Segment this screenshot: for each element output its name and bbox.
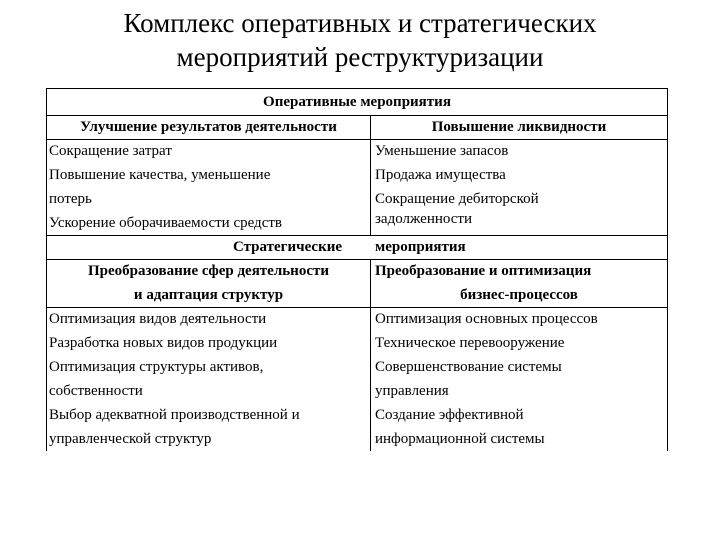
operational-right-header: Повышение ликвидности — [431, 119, 607, 135]
operational-right-line: Сокращение дебиторской — [375, 191, 539, 207]
strategic-left-line: управленческой структур — [49, 431, 212, 447]
operational-left-line: потерь — [49, 191, 92, 207]
operational-heading: Оперативные мероприятия — [263, 94, 451, 110]
strategic-right-header-line-1: Преобразование и оптимизация — [375, 263, 592, 279]
strategic-right-line: Создание эффективной — [375, 407, 524, 423]
strategic-right-line: Оптимизация основных процессов — [375, 311, 598, 327]
operational-right-line: Продажа имущества — [375, 167, 506, 183]
operational-right-line: задолженности — [375, 211, 472, 227]
operational-left-header: Улучшение результатов деятельности — [80, 119, 337, 135]
strategic-right-line: Совершенствование системы — [375, 359, 562, 375]
table-rule — [47, 235, 667, 236]
strategic-right-line: управления — [375, 383, 449, 399]
strategic-heading-left: Стратегические — [233, 239, 343, 255]
strategic-left-line: собственности — [49, 383, 143, 399]
operational-left-line: Ускорение оборачиваемости средств — [49, 215, 282, 231]
strategic-heading-right: мероприятия — [375, 239, 466, 255]
strategic-right-line: информационной системы — [375, 431, 545, 447]
operational-left-line: Сокращение затрат — [49, 143, 172, 159]
title-line-1: Комплекс оперативных и стратегических — [123, 8, 597, 38]
operational-left-line: Повышение качества, уменьшение — [49, 167, 271, 183]
strategic-left-line: Выбор адекватной производственной и — [49, 407, 300, 423]
strategic-left-line: Оптимизация видов деятельности — [49, 311, 267, 327]
strategic-right-line: Техническое перевооружение — [375, 335, 565, 351]
measures-table — [46, 88, 668, 451]
strategic-right-header-line-2: бизнес-процессов — [460, 287, 578, 303]
strategic-left-header-line-1: Преобразование сфер деятельности — [87, 263, 329, 279]
strategic-left-line: Разработка новых видов продукции — [49, 335, 278, 351]
operational-right-line: Уменьшение запасов — [375, 143, 509, 159]
title-line-2: мероприятий реструктуризации — [176, 42, 544, 72]
strategic-left-header-line-2: и адаптация структур — [133, 287, 284, 303]
strategic-left-line: Оптимизация структуры активов, — [49, 359, 264, 375]
slide-title — [0, 6, 720, 74]
